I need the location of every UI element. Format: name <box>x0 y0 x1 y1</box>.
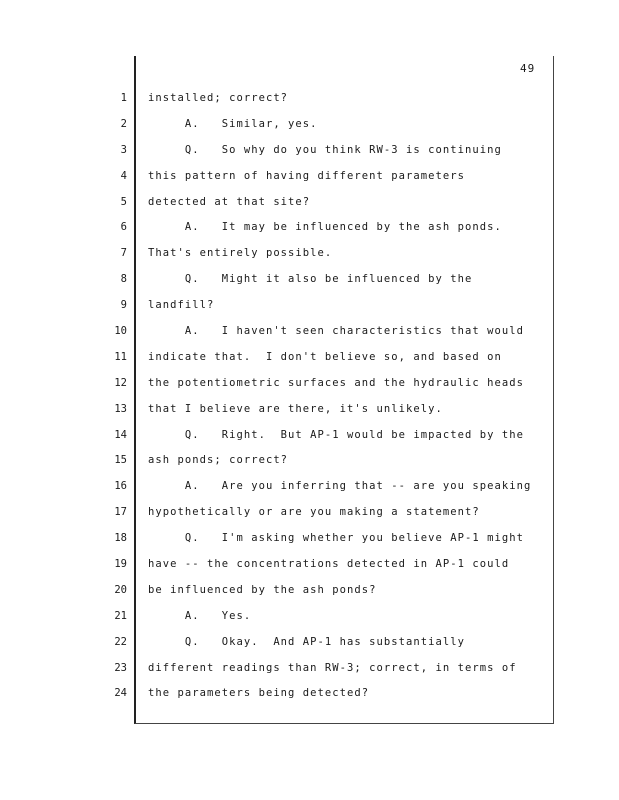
line-number: 24 <box>114 687 127 700</box>
transcript-line: Q. So why do you think RW-3 is continuing <box>148 143 502 156</box>
transcript-line: Q. Okay. And AP-1 has substantially <box>148 635 465 648</box>
line-number: 17 <box>114 506 127 519</box>
line-number: 14 <box>114 428 127 441</box>
line-number: 1 <box>120 92 127 104</box>
line-number: 2 <box>120 117 127 130</box>
transcript-line: Q. Right. But AP-1 would be impacted by the <box>148 428 524 441</box>
line-number: 10 <box>114 325 127 338</box>
line-number: 18 <box>114 532 127 545</box>
transcript-line: the parameters being detected? <box>148 687 370 700</box>
transcript-line: that I believe are there, it's unlikely. <box>148 402 443 415</box>
line-number: 23 <box>114 661 127 674</box>
line-number: 21 <box>114 609 127 622</box>
transcript-line: A. It may be influenced by the ash ponds. <box>148 221 502 234</box>
transcript-line: indicate that. I don't believe so, and based on <box>148 350 502 363</box>
transcript-line: A. Are you inferring that -- are you speaking <box>148 480 532 493</box>
line-number: 19 <box>114 558 127 571</box>
transcript-line: A. I haven't seen characteristics that would <box>148 325 524 338</box>
transcript-body <box>148 90 548 711</box>
line-number: 20 <box>114 583 127 596</box>
transcript-line: different readings than RW-3; correct, in terms of <box>148 661 517 674</box>
page-number: 49 <box>520 62 536 75</box>
transcript-line: Q. I'm asking whether you believe AP-1 might <box>148 532 524 545</box>
line-number: 4 <box>120 169 127 182</box>
transcript-line: A. Yes. <box>148 609 252 622</box>
line-number: 15 <box>114 454 127 467</box>
transcript-line: ash ponds; correct? <box>148 454 289 467</box>
transcript-line: the potentiometric surfaces and the hydraulic heads <box>148 376 524 389</box>
line-number: 16 <box>114 480 127 493</box>
line-number: 5 <box>120 195 127 208</box>
transcript-line: detected at that site? <box>148 195 311 208</box>
line-number: 8 <box>120 273 127 286</box>
line-number: 22 <box>114 635 127 648</box>
transcript-line: Q. Might it also be influenced by the <box>148 273 473 286</box>
transcript-line: be influenced by the ash ponds? <box>148 583 377 596</box>
transcript-line: That's entirely possible. <box>148 247 333 260</box>
transcript-line: this pattern of having different parameters <box>148 169 465 182</box>
line-number: 13 <box>114 402 127 415</box>
line-number: 9 <box>120 299 127 312</box>
transcript-line: landfill? <box>148 299 215 312</box>
line-number: 3 <box>120 143 127 156</box>
transcript-line: hypothetically or are you making a statement? <box>148 506 480 519</box>
line-number-column <box>105 90 127 711</box>
transcript-line: have -- the concentrations detected in AP-1 could <box>148 558 510 571</box>
line-number: 6 <box>120 221 127 234</box>
line-number: 11 <box>114 350 127 363</box>
line-number: 12 <box>114 376 127 389</box>
transcript-line: A. Similar, yes. <box>148 117 318 130</box>
line-number: 7 <box>120 247 127 260</box>
transcript-line: installed; correct? <box>148 92 289 104</box>
